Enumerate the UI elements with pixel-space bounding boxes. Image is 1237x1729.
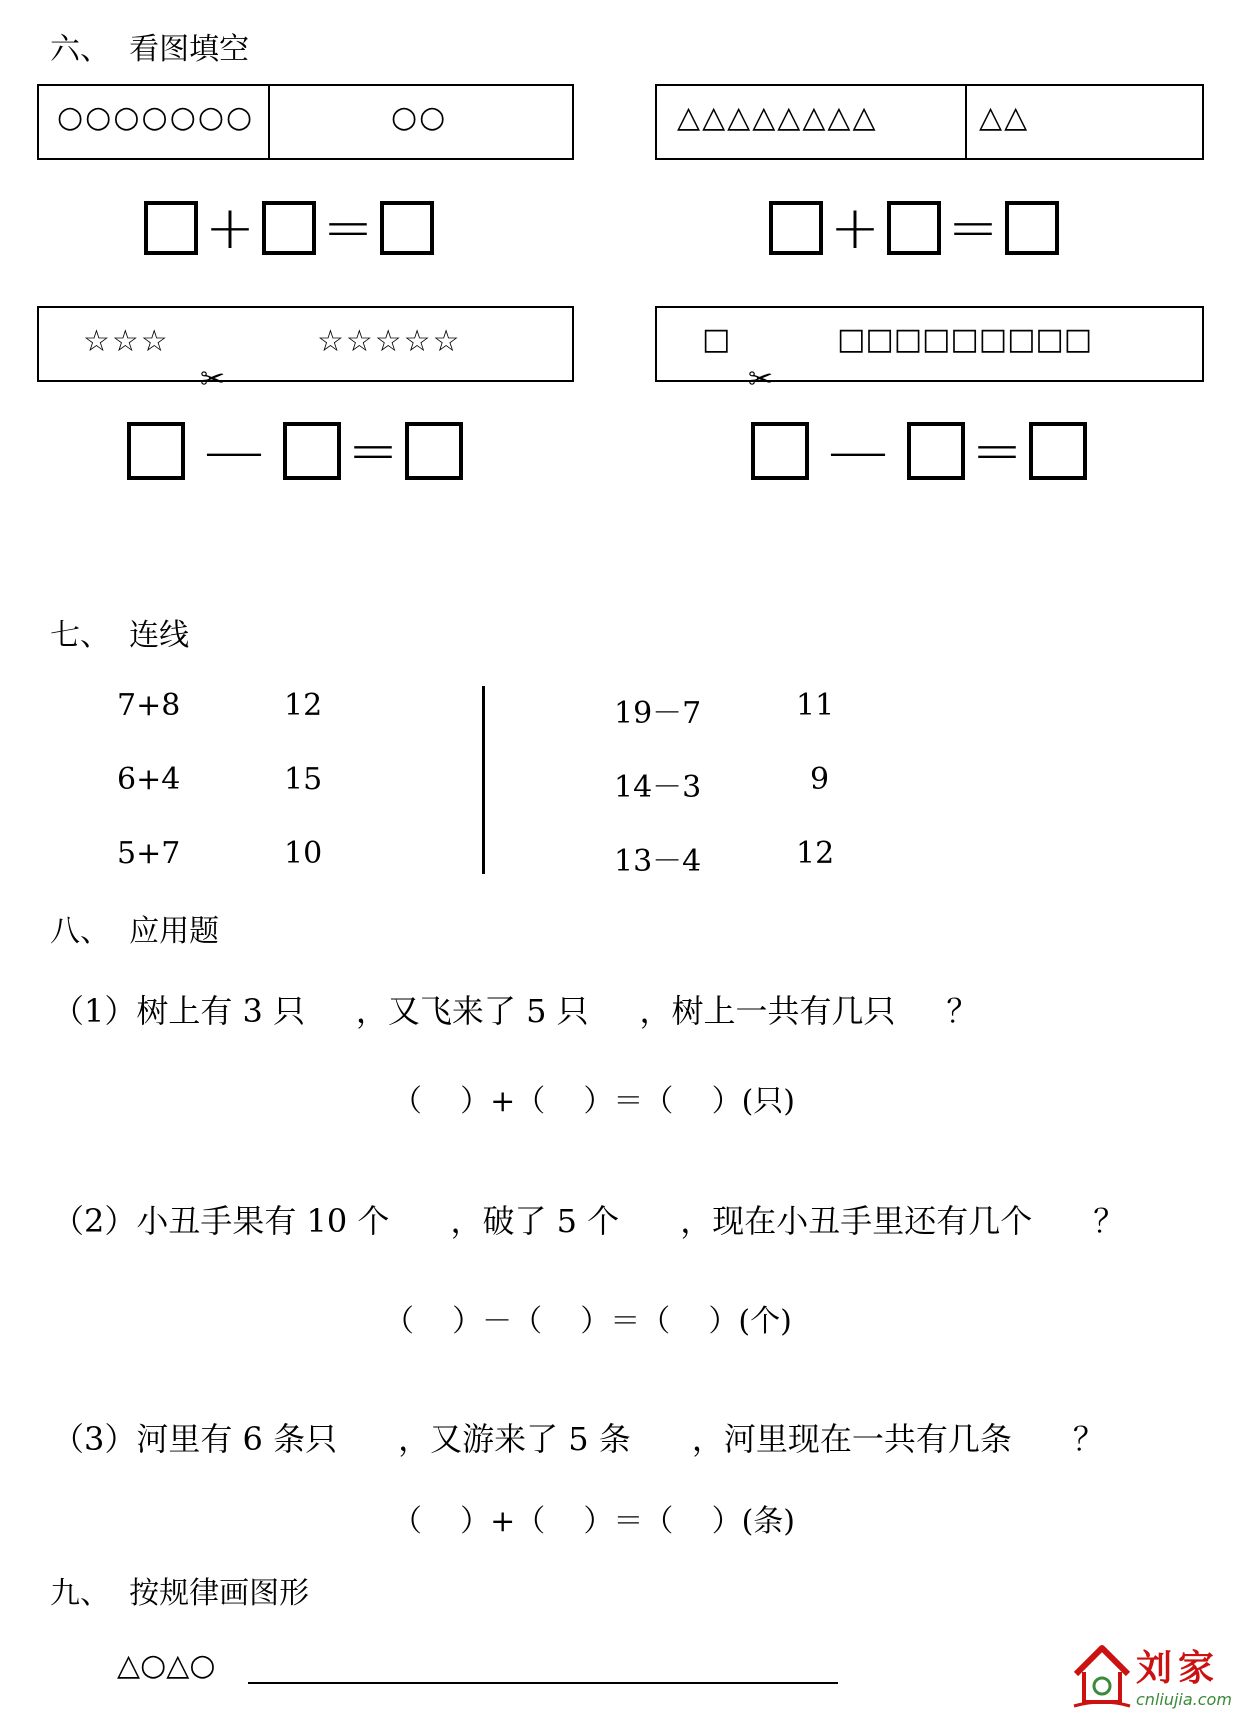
equals-sign: = bbox=[947, 193, 999, 263]
strip-left-group: ☆☆☆ bbox=[83, 324, 170, 359]
section-9-heading: 九、 按规律画图形 bbox=[50, 1576, 310, 1611]
section-7-heading: 七、 连线 bbox=[50, 618, 190, 653]
minus-sign: — bbox=[204, 416, 264, 486]
addition-equation-2 bbox=[769, 193, 1059, 263]
picture-strip-triangles bbox=[655, 84, 1204, 160]
match-left-result[interactable]: 15 bbox=[284, 762, 323, 797]
plus-sign: + bbox=[829, 193, 881, 263]
answer-box[interactable] bbox=[127, 422, 185, 480]
match-right-expr[interactable]: 14－3 bbox=[614, 770, 702, 805]
picture-strip-stars bbox=[37, 306, 574, 382]
answer-box[interactable] bbox=[907, 422, 965, 480]
match-divider bbox=[482, 686, 485, 874]
answer-box[interactable] bbox=[380, 201, 434, 255]
subtraction-equation-1 bbox=[127, 416, 463, 486]
match-left-result[interactable]: 10 bbox=[284, 836, 323, 871]
strip-left-group: □ bbox=[702, 322, 733, 357]
match-right-expr[interactable]: 13－4 bbox=[614, 844, 702, 879]
answer-box[interactable] bbox=[769, 201, 823, 255]
addition-equation-1 bbox=[144, 193, 434, 263]
match-right-result[interactable]: 11 bbox=[796, 688, 835, 723]
answer-box[interactable] bbox=[1029, 422, 1087, 480]
match-right-result[interactable]: 9 bbox=[810, 762, 830, 797]
house-icon bbox=[1070, 1640, 1134, 1710]
match-left-result[interactable]: 12 bbox=[284, 688, 323, 723]
subtraction-equation-2 bbox=[751, 416, 1087, 486]
section-6-heading: 六、 看图填空 bbox=[50, 32, 250, 67]
answer-box[interactable] bbox=[751, 422, 809, 480]
scissor-icon: ✂ bbox=[200, 362, 226, 397]
logo-characters: 刘家 bbox=[1136, 1648, 1221, 1689]
word-problem-2: （2）小丑手果有 10 个 ，破了 5 个 ，现在小丑手里还有几个 ？ bbox=[52, 1202, 1126, 1240]
plus-sign: + bbox=[204, 193, 256, 263]
word-problem-1: （1）树上有 3 只 ，又飞来了 5 只 ，树上一共有几只 ？ bbox=[52, 992, 979, 1030]
word-problem-3: （3）河里有 6 条只 ，又游来了 5 条 ，河里现在一共有几条 ？ bbox=[52, 1420, 1105, 1458]
strip-right-group: ○○ bbox=[391, 100, 448, 135]
answer-box[interactable] bbox=[144, 201, 198, 255]
answer-box[interactable] bbox=[405, 422, 463, 480]
section-8-heading: 八、 应用题 bbox=[50, 914, 220, 949]
strip-right-group: △△ bbox=[979, 100, 1030, 135]
strip-right-group: □□□□□□□□□ bbox=[837, 322, 1093, 357]
picture-strip-circles bbox=[37, 84, 574, 160]
answer-template-3[interactable]: （ ）+（ ）＝（ ）(条) bbox=[392, 1504, 795, 1539]
strip-divider bbox=[268, 86, 270, 158]
answer-template-2[interactable]: （ ）－（ ）＝（ ）(个) bbox=[384, 1304, 792, 1339]
answer-template-1[interactable]: （ ）+（ ）＝（ ）(只) bbox=[392, 1084, 795, 1119]
answer-box[interactable] bbox=[887, 201, 941, 255]
logo-site: cnliujia.com bbox=[1136, 1690, 1232, 1709]
equals-sign: = bbox=[971, 416, 1023, 486]
answer-box[interactable] bbox=[1005, 201, 1059, 255]
strip-right-group: ☆☆☆☆☆ bbox=[317, 324, 462, 359]
strip-left-group: △△△△△△△△ bbox=[677, 100, 878, 135]
match-left-expr[interactable]: 7+8 bbox=[117, 688, 181, 723]
strip-left-group: ○○○○○○○ bbox=[57, 100, 255, 135]
match-left-expr[interactable]: 6+4 bbox=[117, 762, 181, 797]
site-logo bbox=[1070, 1636, 1230, 1722]
picture-strip-squares bbox=[655, 306, 1204, 382]
equals-sign: = bbox=[322, 193, 374, 263]
strip-divider bbox=[965, 86, 967, 158]
minus-sign: — bbox=[828, 416, 888, 486]
match-left-expr[interactable]: 5+7 bbox=[117, 836, 181, 871]
answer-box[interactable] bbox=[262, 201, 316, 255]
match-right-expr[interactable]: 19－7 bbox=[614, 696, 702, 731]
scissor-icon: ✂ bbox=[748, 362, 774, 397]
answer-box[interactable] bbox=[283, 422, 341, 480]
shape-pattern: △○△○ bbox=[117, 1648, 216, 1683]
match-right-result[interactable]: 12 bbox=[796, 836, 835, 871]
equals-sign: = bbox=[347, 416, 399, 486]
drawing-answer-line[interactable] bbox=[248, 1682, 838, 1684]
